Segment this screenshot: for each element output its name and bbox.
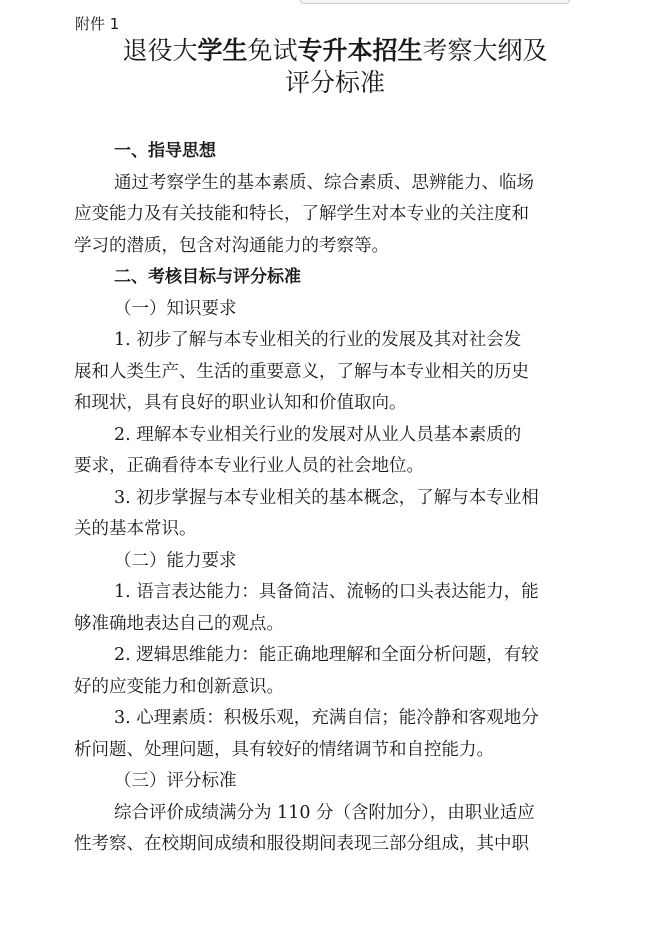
paragraph-line: 和现状，具有良好的职业认知和价值取向。 — [74, 393, 407, 413]
paragraph-line: 2. 理解本专业相关行业的发展对从业人员基本素质的 — [114, 424, 522, 445]
paragraph-line: （二）能力要求 — [114, 550, 237, 571]
title-segment: 考察大纲及 — [422, 36, 548, 65]
document-title — [40, 35, 630, 99]
paragraph-line: 关的基本常识。 — [74, 519, 197, 539]
paragraph-line: 3. 初步掌握与本专业相关的基本概念，了解与本专业相 — [114, 487, 539, 508]
title-segment: 免试 — [247, 36, 298, 65]
paragraph-line: 通过考察学生的基本素质、综合素质、思辨能力、临场 — [114, 172, 534, 193]
title-segment: 退役大 — [122, 36, 198, 65]
paragraph-line: 要求，正确看待本专业行业人员的社会地位。 — [74, 456, 424, 476]
paragraph-line: 学习的潜质，包含对沟通能力的考察等。 — [74, 235, 389, 256]
paragraph-line: 3. 心理素质：积极乐观，充满自信；能冷静和客观地分 — [114, 708, 539, 728]
paragraph-line: （三）评分标准 — [114, 771, 237, 791]
section-heading: 一、指导思想 — [114, 141, 216, 161]
attachment-label: 附件 1 — [75, 15, 120, 33]
paragraph-line: 够准确地表达自己的观点。 — [74, 613, 284, 634]
section-heading: 二、考核目标与评分标准 — [114, 267, 301, 287]
paragraph-line: 好的应变能力和创新意识。 — [74, 676, 284, 697]
title-segment: 学生 — [197, 36, 248, 65]
paragraph-line: 性考察、在校期间成绩和服役期间表现三部分组成，其中职 — [74, 834, 529, 854]
paragraph-line: 综合评价成绩满分为 110 分（含附加分），由职业适应 — [114, 802, 535, 823]
title-line-2: 评分标准 — [284, 68, 385, 97]
window-edge — [300, 0, 570, 4]
paragraph-line: 1. 初步了解与本专业相关的行业的发展及其对社会发 — [114, 330, 522, 350]
title-line-1 — [40, 35, 630, 67]
paragraph-line: 应变能力及有关技能和特长，了解学生对本专业的关注度和 — [74, 204, 529, 224]
paragraph-line: 展和人类生产、生活的重要意义，了解与本专业相关的历史 — [74, 361, 529, 382]
paragraph-line: 1. 语言表达能力：具备简洁、流畅的口头表达能力，能 — [114, 582, 539, 602]
title-segment: 专升本招生 — [297, 36, 423, 65]
paragraph-line: 析问题、处理问题，具有较好的情绪调节和自控能力。 — [74, 739, 494, 760]
paragraph-line: 2. 逻辑思维能力：能正确地理解和全面分析问题，有较 — [114, 645, 539, 665]
paragraph-line: （一）知识要求 — [114, 298, 237, 319]
